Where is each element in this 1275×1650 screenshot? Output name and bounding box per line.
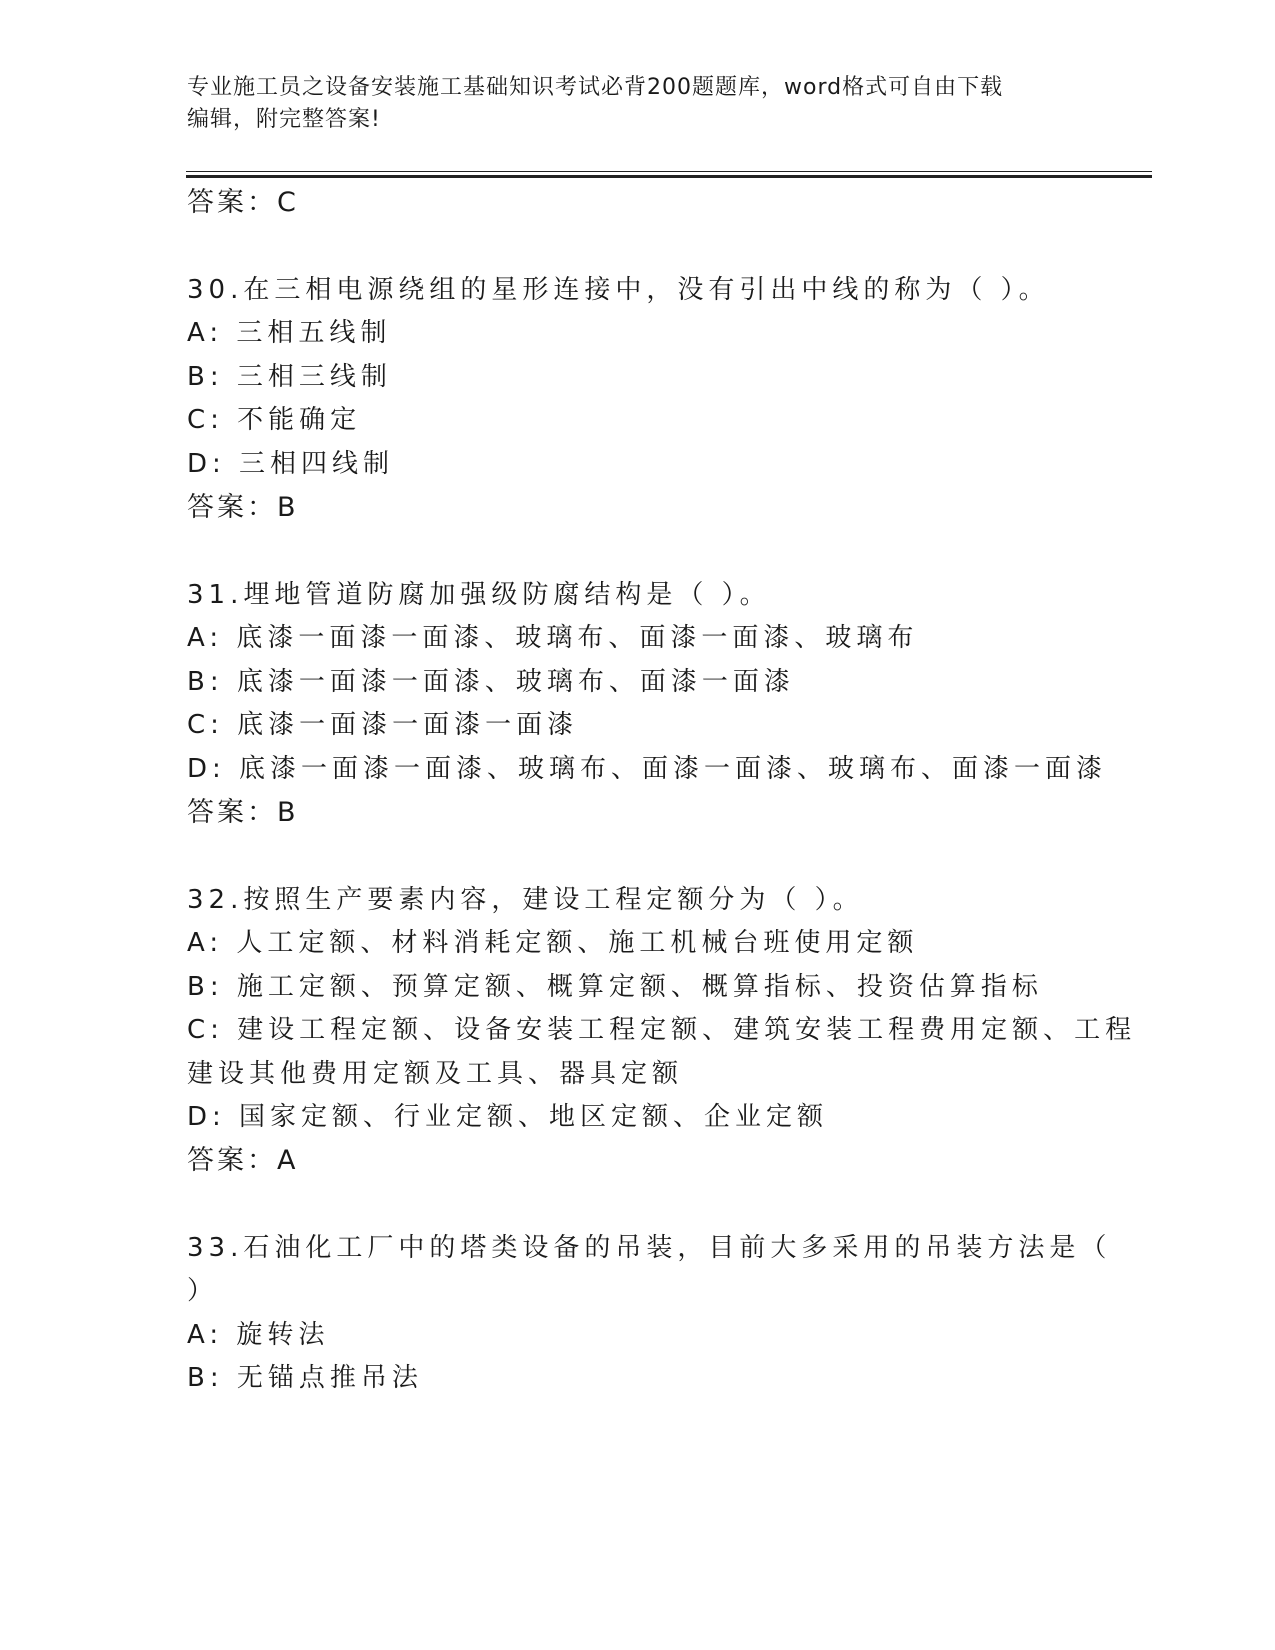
question-31-stem: 31.埋地管道防腐加强级防腐结构是（ ）。 <box>187 580 771 610</box>
question-33-option-b: B: 无锚点推吊法 <box>187 1363 423 1393</box>
question-30-option-d: D: 三相四线制 <box>187 449 395 479</box>
answer-29: 答案：C <box>187 187 299 218</box>
question-32-option-a: A: 人工定额、材料消耗定额、施工机械台班使用定额 <box>187 928 919 958</box>
header-rule-thick <box>186 175 1152 178</box>
question-32-stem: 32.按照生产要素内容，建设工程定额分为（ ）。 <box>187 885 864 915</box>
question-31-option-c: C: 底漆一面漆一面漆一面漆 <box>187 710 579 740</box>
question-32-option-c-continued: 建设其他费用定额及工具、器具定额 <box>187 1059 684 1089</box>
question-33-stem-continued: ） <box>187 1276 219 1306</box>
header-line-2: 编辑，附完整答案! <box>187 107 381 132</box>
question-30-answer: 答案：B <box>187 492 299 523</box>
question-33-option-a: A: 旋转法 <box>187 1320 330 1350</box>
question-31-option-d: D: 底漆一面漆一面漆、玻璃布、面漆一面漆、玻璃布、面漆一面漆 <box>187 754 1108 784</box>
question-31-answer: 答案：B <box>187 797 299 828</box>
question-30-option-a: A: 三相五线制 <box>187 318 392 348</box>
question-32-option-c: C: 建设工程定额、设备安装工程定额、建筑安装工程费用定额、工程 <box>187 1015 1137 1045</box>
question-30-option-c: C: 不能确定 <box>187 405 362 435</box>
header-rule-thin <box>186 171 1152 172</box>
question-32-option-b: B: 施工定额、预算定额、概算定额、概算指标、投资估算指标 <box>187 972 1043 1002</box>
question-30-stem: 30.在三相电源绕组的星形连接中，没有引出中线的称为（ ）。 <box>187 275 1050 305</box>
question-32-answer: 答案：A <box>187 1145 299 1176</box>
question-30-option-b: B: 三相三线制 <box>187 362 392 392</box>
question-31-option-b: B: 底漆一面漆一面漆、玻璃布、面漆一面漆 <box>187 667 795 697</box>
question-31-option-a: A: 底漆一面漆一面漆、玻璃布、面漆一面漆、玻璃布 <box>187 623 919 653</box>
question-32-option-d: D: 国家定额、行业定额、地区定额、企业定额 <box>187 1102 829 1132</box>
document-header <box>187 72 1087 136</box>
question-33-stem: 33.石油化工厂中的塔类设备的吊装，目前大多采用的吊装方法是（ <box>187 1233 1112 1263</box>
header-line-1: 专业施工员之设备安装施工基础知识考试必背200题题库，word格式可自由下载 <box>187 75 1004 100</box>
